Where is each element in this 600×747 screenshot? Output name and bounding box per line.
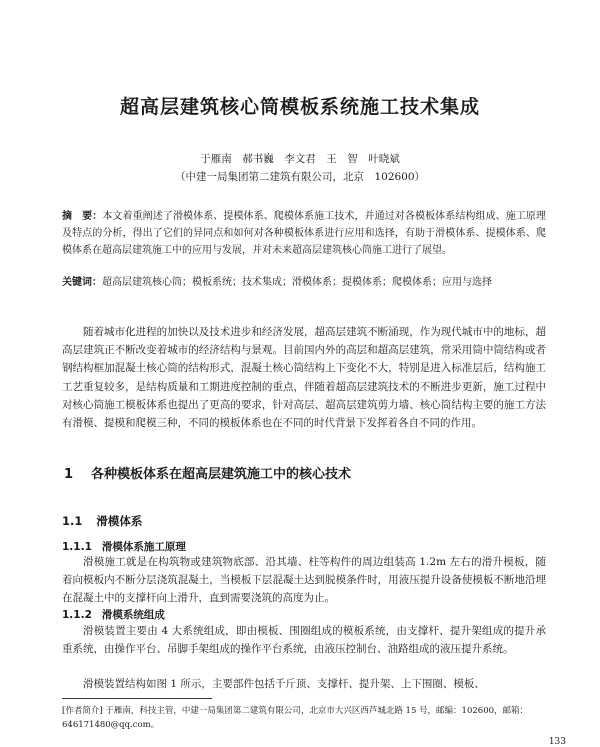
section-title: 各种模板体系在超高层建筑施工中的核心技术 bbox=[91, 467, 352, 482]
body-paragraph: 滑模装置主要由 4 大系统组成，即由模板、围圈组成的模板系统，由支撑杆、提升架组成的提升承重系统，由操作平台、吊脚手架组成的操作平台系统，由液压控制台、油路组成的液压提升系统。 bbox=[62, 625, 546, 655]
body-paragraph: 滑模施工就是在构筑物或建筑物底部、沿其墙、柱等构件的周边组装高 1.2m 左右的滑升模板，随着向模板内不断分层浇筑混凝土，当模板下层混凝土达到脱模条件时，用液压提升设备使模板不断地沿埋在混凝土中的支撑杆向上滑升，直到需要浇筑的高度为止。 bbox=[62, 556, 546, 604]
author-footnote: [作者简介] 于雁南，科技主管，中建一局集团第二建筑有限公司，北京市大兴区西芦城北路 15 号，邮编：102600，邮箱：646171480@qq.com。 bbox=[62, 706, 529, 730]
page-number: 133 bbox=[548, 737, 566, 747]
keywords-text: 超高层建筑核心筒；模板系统；技术集成；滑模体系；提模体系；爬模体系；应用与选择 bbox=[102, 277, 492, 288]
subsubsection-heading-composition bbox=[62, 607, 165, 622]
section-heading bbox=[64, 463, 351, 482]
paper-title: 超高层建筑核心筒模板系统施工技术集成 bbox=[119, 96, 480, 118]
body-paragraph: 滑模装置结构如图 1 所示，主要部件包括千斤顶、支撑杆、提升架、上下围圈、模板、 bbox=[83, 678, 485, 690]
footnote-divider bbox=[62, 698, 212, 699]
subsubsection-number: 1.1.2 bbox=[62, 609, 92, 621]
keywords bbox=[62, 274, 546, 291]
affiliation: （中建一局集团第二建筑有限公司，北京 102600） bbox=[174, 171, 426, 183]
abstract-text: 本文着重阐述了滑模体系、提模体系、爬模体系施工技术，并通过对各模板体系结构组成、施工原理及特点的分析，得出了它们的异同点和如何对各种模板体系进行应用和选择，有助于滑模体系、提模体系、爬模体系在超高层建筑施工中的应用与发展，并对未来超高层建筑核心筒施工进行了展望。 bbox=[62, 211, 547, 256]
subsection-number: 1.1 bbox=[62, 514, 83, 528]
abstract-label: 摘 要： bbox=[62, 211, 103, 222]
subsection-title: 滑模体系 bbox=[96, 514, 143, 528]
subsubsection-title: 滑模系统组成 bbox=[101, 609, 165, 621]
abstract bbox=[62, 208, 546, 259]
keywords-label: 关键词： bbox=[62, 277, 102, 288]
intro-paragraph: 随着城市化进程的加快以及技术进步和经济发展，超高层建筑不断涌现，作为现代城市中的地标，超高层建筑正不断改变着城市的经济结构与景观。目前国内外的高层和超高层建筑，常采用筒中筒结构或者钢结构框加混凝土核心筒的结构形式，混凝土核心筒结构上下变化不大，特别是进入标准层后，结构施工工艺重复较多，是结构质量和工期进度控制的重点，伴随着超高层建筑技术的不断进步更新，施工过程中对核心筒施工模板体系也提出了更高的要求，针对高层、超高层建筑剪力墙、核心筒结构主要的施工方法有滑模、提模和爬模三种，不同的模板体系也在不同的时代背景下发挥着各自不同的作用。 bbox=[62, 326, 546, 430]
subsubsection-number: 1.1.1 bbox=[62, 541, 92, 553]
subsubsection-heading-principle bbox=[62, 539, 186, 554]
subsection-heading bbox=[62, 513, 142, 529]
section-number: 1 bbox=[64, 467, 74, 482]
subsubsection-title: 滑模体系施工原理 bbox=[101, 541, 186, 553]
author-list: 于雁南 郝书巍 李文君 王 智 叶晓斌 bbox=[200, 153, 400, 165]
